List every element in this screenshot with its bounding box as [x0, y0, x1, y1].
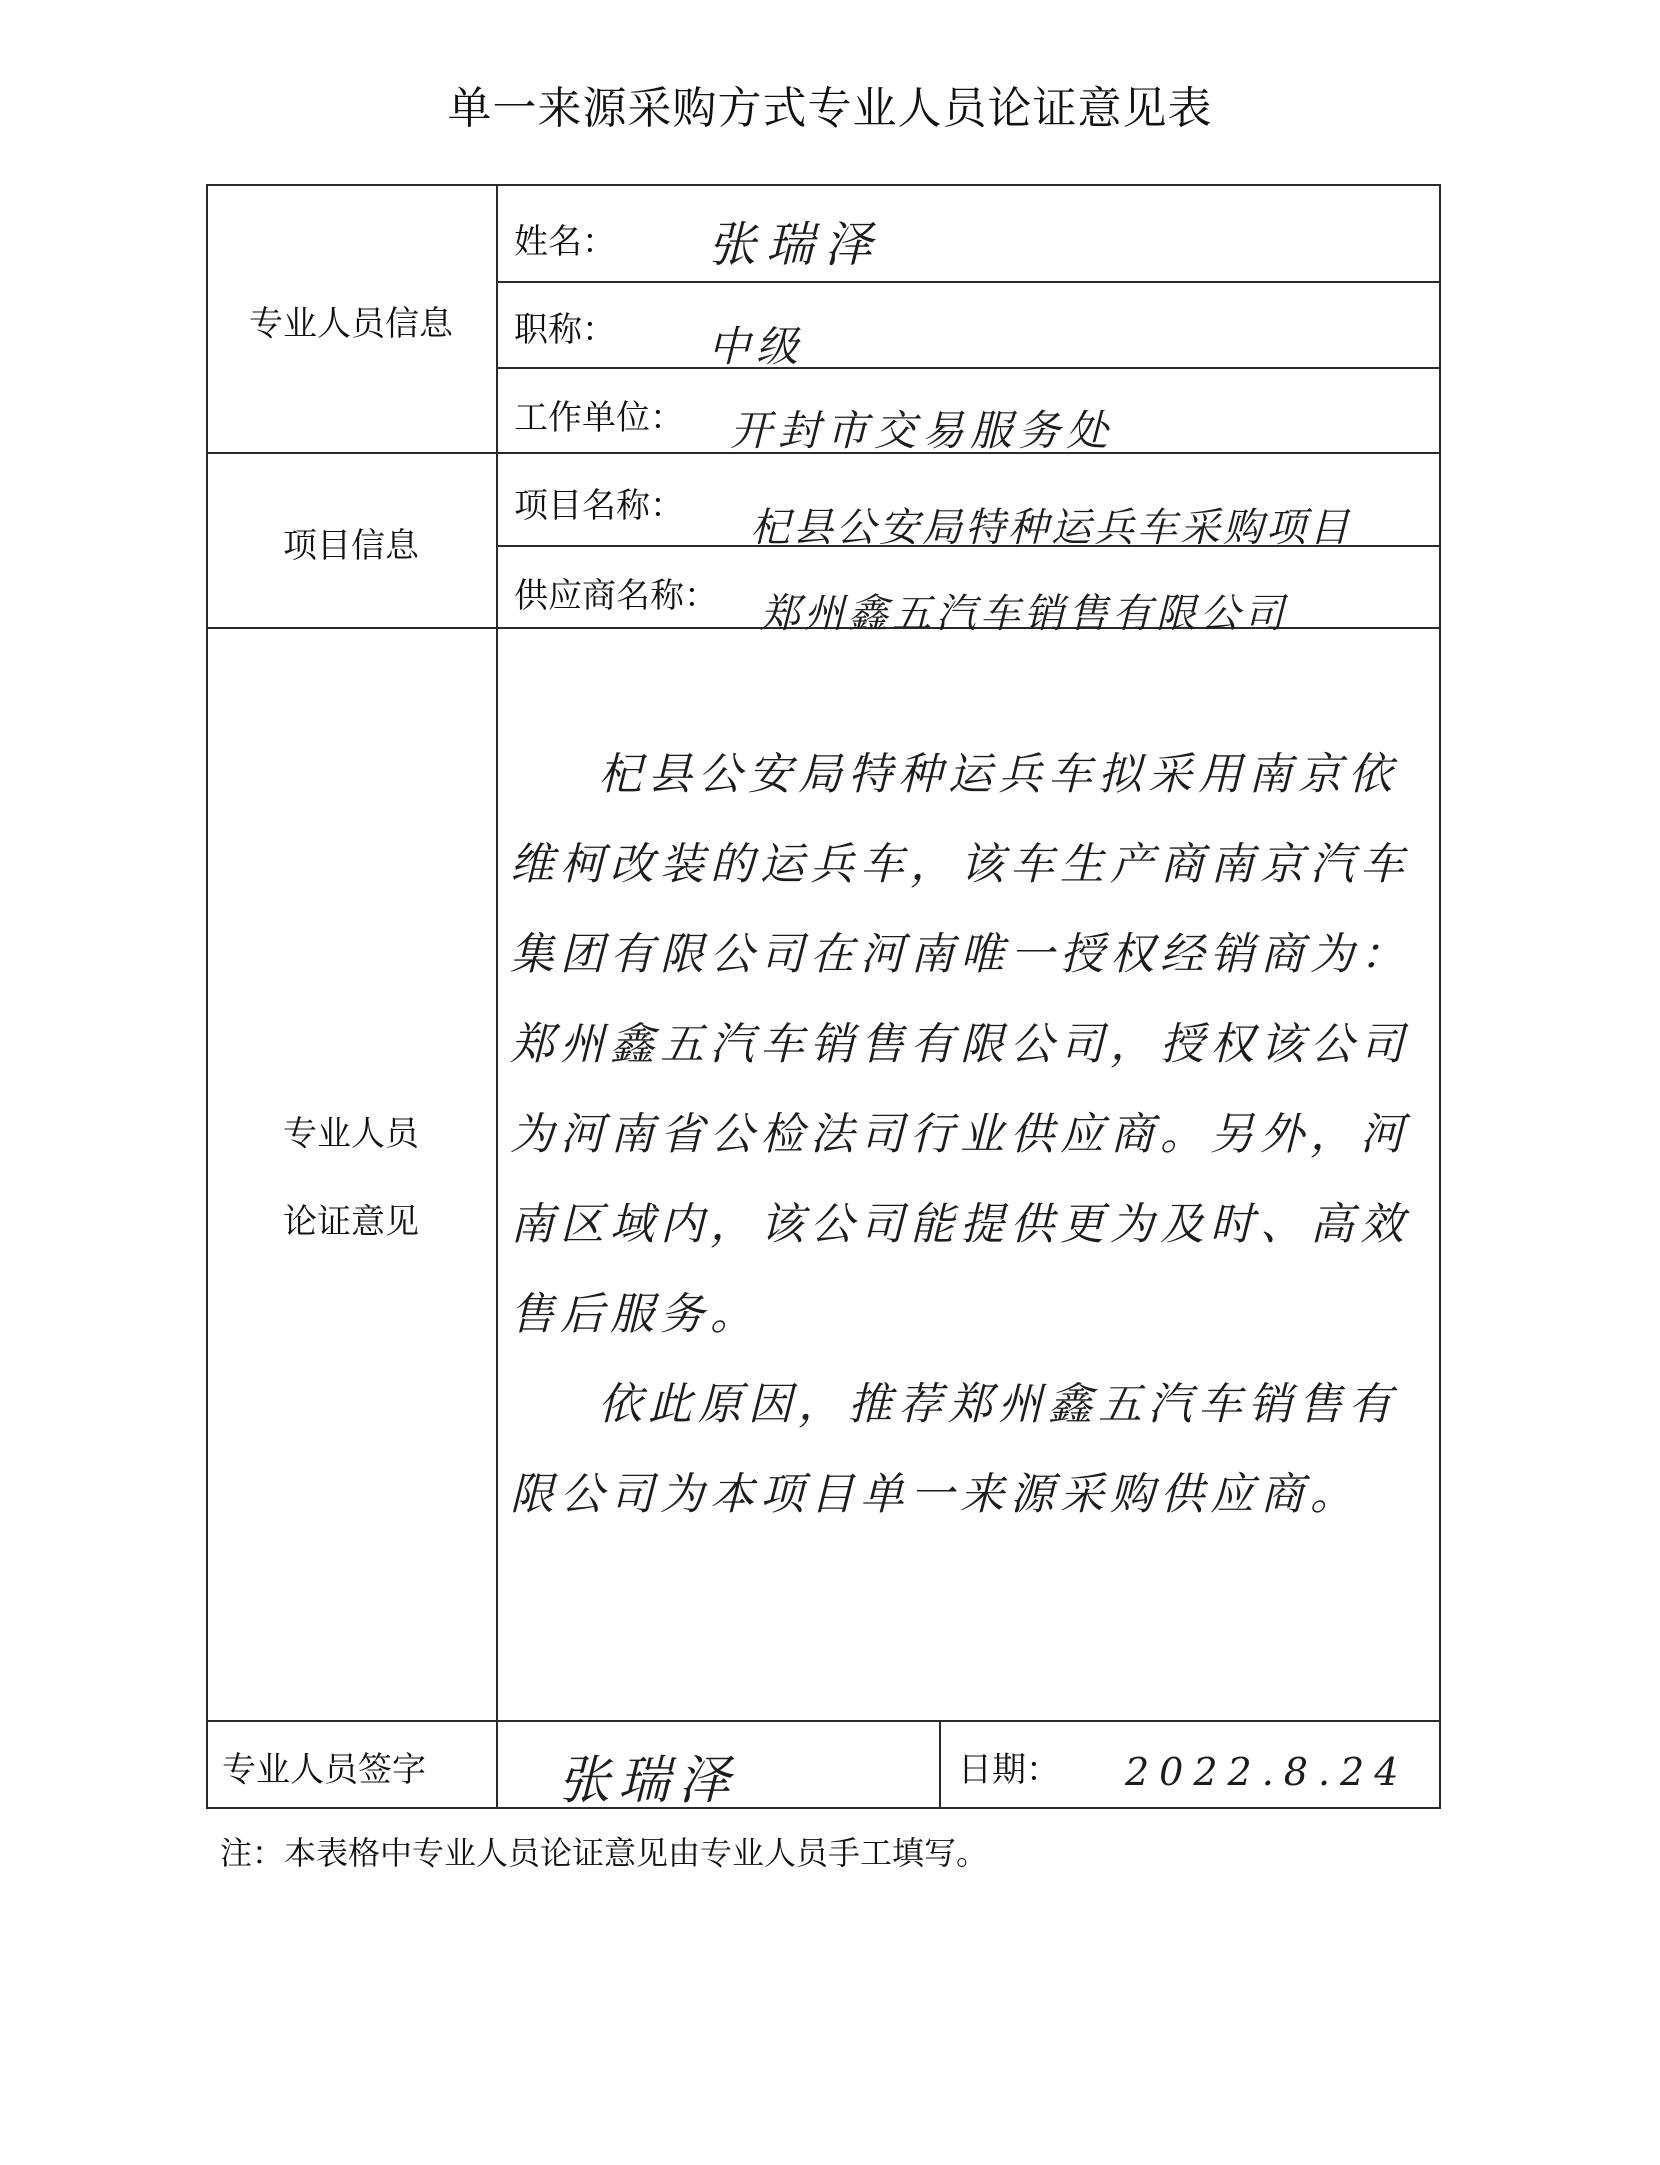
signature-label: 专业人员签字: [222, 1750, 426, 1790]
row-divider: [498, 367, 1441, 369]
footnote: 注：本表格中专业人员论证意见由专业人员手工填写。: [220, 1834, 989, 1872]
page-title: 单一来源采购方式专业人员论证意见表: [447, 83, 1213, 134]
section-opinion-line2: 论证意见: [283, 1202, 419, 1242]
section-project-info: 项目信息: [283, 526, 419, 566]
row-divider: [498, 281, 1441, 283]
project-name-value: 杞县公安局特种运兵车采购项目: [750, 505, 1352, 551]
opinion-paragraph-1: 杞县公安局特种运兵车拟采用南京依维柯改装的运兵车，该车生产商南京汽车集团有限公司在河南唯一授权经销商为：郑州鑫五汽车销售有限公司，授权该公司为河南省公检法司行业供应商。另外，河南区域内，该公司能提供更为及时、高效售后服务。: [510, 749, 1410, 1340]
name-value: 张瑞泽: [708, 217, 883, 273]
employer-value: 开封市交易服务处: [730, 406, 1115, 455]
signature-value: 张瑞泽: [558, 1751, 739, 1811]
section-expert-info: 专业人员信息: [249, 304, 453, 344]
section-opinion-line1: 专业人员: [283, 1114, 419, 1154]
date-label: 日期：: [958, 1750, 1060, 1790]
opinion-text: [510, 730, 1430, 1540]
column-divider: [939, 1720, 941, 1809]
column-divider: [496, 184, 498, 1809]
title-label: 职称：: [514, 310, 616, 350]
project-name-label: 项目名称：: [514, 486, 684, 526]
date-value: 2022.8.24: [1125, 1750, 1409, 1794]
name-label: 姓名：: [514, 222, 616, 262]
supplier-value: 郑州鑫五汽车销售有限公司: [760, 591, 1288, 637]
opinion-paragraph-2: 依此原因，推荐郑州鑫五汽车销售有限公司为本项目单一来源采购供应商。: [510, 1379, 1398, 1520]
employer-label: 工作单位：: [514, 398, 684, 438]
row-divider: [206, 1720, 1441, 1722]
supplier-label: 供应商名称：: [514, 576, 718, 616]
title-value: 中级: [708, 322, 805, 371]
